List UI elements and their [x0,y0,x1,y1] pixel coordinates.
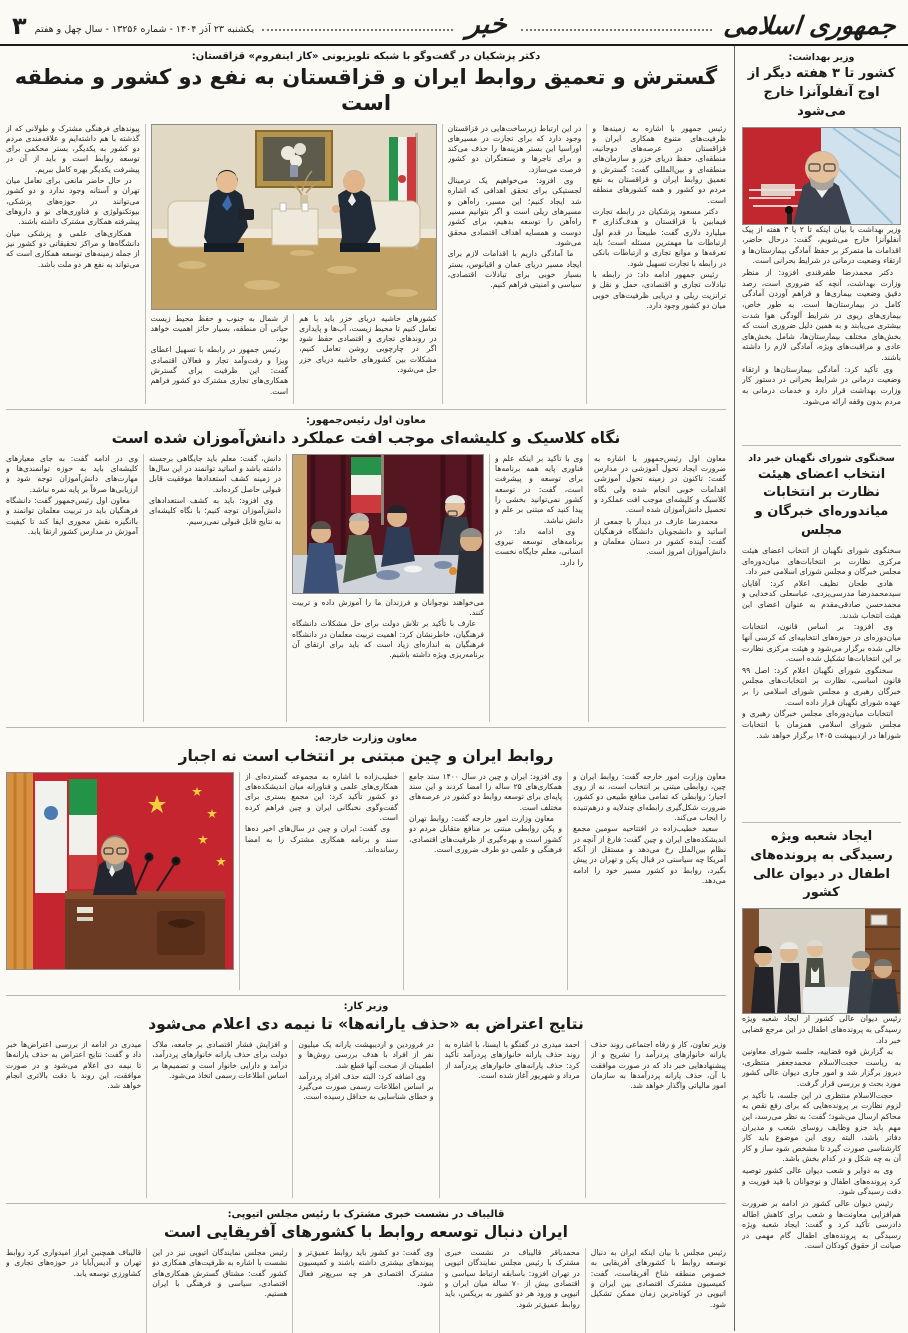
date-line: یکشنبه ۲۳ آذر ۱۴۰۴ - شماره ۱۳۲۵۶ - سال چهل و هفتم [34,24,255,35]
text-column: معاون اول رئیس‌جمهور با اشاره به ضرورت ایجاد تحول آموزشی در مدارس گفت: تاکنون در زمینه تحول آموزشی اقدامات خوبی انجام شده ولی نگاه کلاسیک و کلیشه‌ای موجب افت عملکرد و تحصیل دانش‌آموزان شده است. محمدرضا عارف در دیدار با جمعی از اساتید و دانشجویان دانشگاه فرهنگیان گفت: آینده کشور در دستان معلمان و دانش‌آموزان امروز است. [594,453,726,557]
headline: گسترش و تعمیق روابط ایران و قزاقستان به نفع دو کشور و منطقه است [14,65,718,116]
text-column: پیوندهای فرهنگی مشترک و طولانی که از گذشته با هم داشته‌ایم و علاقه‌مندی مردم دو کشور به یکدیگر، بستر محکمی برای توسعه روابط است و باید از آن در پیشرفت یکدیگر بهره کامل ببریم. در حال حاضر مانعی برای تعامل میان تهران و آستانه وجود ندارد و دو کشور می‌توانند در حوزه‌های پزشکی، بیوتکنولوژی و فناوری‌های نو و داروهای پیشرفته همکاری مشترک داشته باشند. همکاری‌های علمی و پزشکی میان دانشگاه‌ها و مراکز تحقیقاتی دو کشور نیز از جمله زمینه‌های توسعه همکاری است که می‌تواند به نفع هر دو ملت باشد. [6,124,146,404]
text-column: وی افزود: ایران و چین در سال ۱۴۰۰ سند جامع همکاری‌های ۲۵ ساله را امضا کردند و این سند پایه‌ای برای توسعه روابط دو کشور در عرصه‌های مختلف است. معاون وزارت امور خارجه گفت: روابط تهران و پکن روابطی مبتنی بر منافع متقابل مردم دو کشور است و بهره‌گیری از ظرفیت‌های اقتصادی، فرهنگی و علمی دو طرف ضروری است. [409,772,568,990]
headline: کشور تا ۳ هفته دیگر از اوج آنفلوآنزا خارج می‌شود [747,66,896,119]
text-column: رئیس جمهور با اشاره به زمینه‌ها و ظرفیت‌های متنوع همکاری ایران و قزاقستان در عرصه‌های دوجانبه، منطقه‌ای، حفظ دریای خزر و سازمان‌های منطقه‌ای و بین‌المللی گفت: گسترش و تعمیق روابط ایران و قزاقستان به نفع مردم دو کشور و همه کشورهای منطقه است. دکتر مسعود پزشکیان در رابطه تجارت فیمابین با قزاقستان و هدف‌گذاری ۳ میلیارد دلاری گفت: طبیعتاً در قدم اول ارتباطات ما مهمترین مسئله است؛ باید تعرفه‌ها و موانع تجاری و ارتباطات بانکی در رابطه با تجارت تسهیل شود. رئیس جمهور ادامه داد: در رابطه با تبادلات تجاری و اقتصادی، حمل و نقل و ترانزیت ریلی و دریایی ظرفیت‌های خوبی میان دو کشور وجود دارد. [592,123,726,310]
khatibzadeh-podium-photo [6,772,234,970]
text-column: وی گفت: دو کشور باید روابط عمیق‌تر و پیوندهای بیشتری داشته باشند و کمیسیون مشترک اقتصادی هر چه سریع‌تر فعال شود. [298,1248,439,1333]
section-label: خبر [465,9,509,40]
headline: ایجاد شعبه ویژه رسیدگی به پرونده‌های اطفال در دیوان عالی کشور [750,828,893,901]
kicker: قالیباف در نشست خبری مشترک با رئیس مجلس اتیوپی: [227,1208,505,1220]
text-column: در فروردین و اردیبهشت یارانه یک میلیون نفر از افراد با هدف بررسی روش‌ها و اطمینان از صحت آنها قطع شد. وی اضافه کرد: البته حذف افراد پردرآمد بر اساس اطلاعات رسمی صورت می‌گیرد و خطای شناسایی به حداقل رسیده است. [298,1040,439,1198]
article-education [6,409,726,722]
kicker: سخنگوی شورای نگهبان خبر داد [748,452,895,464]
text-column: از شمال به جنوب و حفظ محیط زیست حیاتی آن منطقه، بسیار حائز اهمیت خواهد بود. رئیس جمهور در رابطه با تسهیل اعطای ویزا و رفت‌وآمد تجار و فعالان اقتصادی گفت: این ظرفیت برای گسترش همکاری‌های تجاری مشترک دو کشور فراهم است. [151,314,295,404]
podium [65,891,225,969]
headline: انتخاب اعضای هیئت نظارت بر انتخابات میاندوره‌ای خبرگان و مجلس [754,466,889,539]
microphone-icon [785,206,793,214]
text-column: خطیب‌زاده با اشاره به مجموعه گسترده‌ای از همکاری‌های علمی و فناورانه میان اندیشکده‌های دو کشور تأکید کرد: این مجمع بستری برای گفت‌وگوی نخبگانی ایران و چین فراهم کرده است. وی گفت: ایران و چین در سال‌های اخیر ده‌ها سند و برنامه همکاری مشترک را به امضا رسانده‌اند. [245,772,404,990]
page-number: ۳ [12,12,27,40]
text-column: معاون وزارت امور خارجه گفت: روابط ایران و چین، روابطی مبتنی بر انتخاب است، نه از روی اجبار؛ روابطی که تمامی منافع طبیعی دو کشور، ضرورت شکل‌گیری رابطه‌ای چندلایه و درهم‌تنیده را ایجاب می‌کند. سعید خطیب‌زاده در افتتاحیه سومین مجمع اندیشکده‌های ایران و چین گفت: فارغ از آنچه در نظام بین‌الملل رخ می‌دهد و مستقل از آنکه آمریکا چه سیاستی در قبال پکن و تهران در پیش بگیرد، روابط دو کشور مسیر خود را ادامه می‌دهد. [573,771,726,885]
text-column: وی در ادامه گفت: به جای معیارهای کلیشه‌ای باید به حوزه توانمندی‌ها و مهارت‌های دانش‌آموزان توجه شود و ارزیابی‌ها صرفاً بر پایه نمره نباشد. معاون اول رئیس‌جمهور گفت: دانشگاه فرهنگیان باید در تربیت معلمان توانمند و باانگیزه نقش محوری ایفا کند تا کیفیت آموزش در مدارس کشور ارتقا یابد. [6,454,144,722]
kicker: معاون وزارت خارجه: [314,732,418,744]
gold-carpet [152,238,436,309]
text-column: کشورهای حاشیه دریای خزر باید با هم تعامل کنیم تا محیط زیست، آب‌ها و پایداری در روندهای تجاری و اقتصادی حفظ شود اگر در چارچوبی روشن تعامل کنیم، مشکلات بین کشورهای حاشیه دریای خزر حل می‌شود. [299,313,437,375]
kicker: معاون اول رئیس‌جمهور: [306,414,426,426]
iran-flag-icon [69,779,97,889]
kicker: وزیر بهداشت: [788,52,855,63]
health-minister-photo [742,127,901,225]
text-column: و افزایش فشار اقتصادی بر جامعه، ملاک دولت برای حذف یارانه خانوارهای پردرآمد، درآمد و دارایی خانوار است و تصمیم‌ها بر اساس اطلاعات رسمی اتخاذ می‌شود. [152,1040,293,1198]
text-column: احمد میدری در گفتگو با ایسنا، با اشاره به روند حذف یارانه خانوارهای پردرآمد تأکید کرد: حذف یارانه‌های خانوارهای پردرآمد از مرداد و شهریور آغاز شده است. [445,1040,586,1198]
sidebar [734,46,908,1331]
article-kazakhstan [6,51,726,404]
white-flag [35,781,67,893]
article-subsidies [6,995,726,1198]
article-guardian-council [742,445,901,814]
kicker: دکتر پزشکیان در گفت‌وگو با شبکه تلویزیونی «کاز اینفروم» قزاقستان: [191,51,541,62]
dotted-leader [521,29,712,31]
kazinform-interview-photo [151,124,437,310]
article-body: وزیر بهداشت با بیان اینکه تا ۲ یا ۳ هفته از پیک آنفلوآنزا خارج می‌شویم، گفت: درحال حاضر، اقدامات ما متمرکز بر حفظ آمادگی بیمارستان‌ها و ارتقاء وضعیت درمانی در شرایط بحرانی است. دکتر محمدرضا ظفرقندی افزود: از منظر وزارت بهداشت، آنچه که ضروری است، رصد دقیق وضعیت بیماری‌ها و فراهم آوردن آمادگی کامل در بیمارستان‌ها است. به طور خاص، بیماری‌های ریوی در شرایط آلودگی هوا شدت بیشتری می‌یابند و به همین دلیل ضروری است که بخش‌های مختلف بیمارستان‌ها، شامل بخش‌های عادی و مراقبت‌های ویژه، آمادگی لازم را داشته باشند. وی تأکید کرد: آمادگی بیمارستان‌ها و ارتقاء وضعیت درمانی در شرایط بحرانی در دستور کار وزارت بهداشت قرار دارد و خدمات درمانی به مردم بدون وقفه ارائه می‌شود. [742,224,901,406]
article-africa [6,1203,726,1333]
article-supreme-court [742,822,901,1333]
text-column: وزیر تعاون، کار و رفاه اجتماعی روند حذف یارانه خانوارهای پردرآمد را تشریح و از پیشنهادهایی خبر داد که در صورت موافقت با آن، حذف یارانه پردرآمدها به سازمان امور مالیاتی واگذار خواهد شد. [590,1039,726,1091]
headline: نگاه کلاسیک و کلیشه‌ای موجب افت عملکرد دانش‌آموزان شده است [111,428,621,447]
main-column [0,46,734,1331]
headline: ایران دنبال توسعه روابط با کشورهای آفریقایی است [164,1222,568,1241]
aref-meeting-photo [292,454,484,594]
article-china [6,727,726,990]
text-column: در این ارتباط زیرساخت‌هایی در قزاقستان وجود دارد که برای تجارت در مسیرهای اوراسیا این بستر هزینه‌ها را حذف می‌کند و برای تاجرها و صنعتگران دو کشور فرصت می‌سازد. وی افزود: می‌خواهیم یک ترمینال لجستیکی برای تحقق اهدافی که اشاره شد ایجاد کنیم؛ این مسیر، راه‌آهن و مسیرهای ریلی است و اگر بتوانیم مسیر راه‌آهن را توسعه بدهیم، برای کشور دوست و همسایه اهداف اقتصادی محقق می‌شود. ما آمادگی داریم با اقدامات لازم برای ایجاد مسیر دریای عمان و اقیانوس، بستر بسیار خوبی برای تبادلات اقتصادی، سیاسی و امنیتی فراهم کنیم. [448,124,588,404]
text-column: رئیس مجلس نمایندگان اتیوپی نیز در این نشست با اشاره به ظرفیت‌های همکاری دو کشور گفت: مشتاق گسترش همکاری‌های اقتصادی، سیاسی و فرهنگی با ایران هستیم. [152,1248,293,1333]
text-column: دانش، گفت: معلم باید جایگاهی برجسته داشته باشد و اساتید توانمند در این سال‌ها در زمینه کشف استعدادها موفقیت قابل قبولی حاصل کرده‌اند. وی افزود: باید به کشف استعدادهای دانش‌آموزان توجه کنیم؛ با نگاه کلیشه‌ای به نتایج قابل قبولی نمی‌رسیم. [149,454,287,722]
page-header [0,0,908,46]
article-body: رئیس دیوان عالی کشور از ایجاد شعبه ویژه رسیدگی به پرونده‌های اطفال در این مرجع قضایی خبر داد. به گزارش قوه قضاییه، جلسه شورای معاونین به ریاست حجت‌الاسلام محمدجعفر منتظری، دیروز برگزار شد و امور جاری دیوان عالی کشور مورد بحث و بررسی قرار گرفت. حجت‌الاسلام منتظری در این جلسه، با تأکید بر لزوم نظارت بر پرونده‌هایی که برای رفع نقص به محاکم ارسال می‌شود؛ گفت: به نظر می‌رسد، این مهم باید جزو وظایف روسای شعب و مدیران دفاتر باشد، البته روی این موضوع باید کار کارشناسی صورت گیرد تا مشخص شود ساز و کار آن به چه شکل و در کدام بخش باشد. وی به دوایر و شعب دیوان عالی کشور توصیه کرد پرونده‌های اطفال و نوجوانان با قید فوریت و دقت رسیدگی شود. رئیس دیوان عالی کشور در ادامه بر ضرورت هم‌افزایی معاونت‌ها و شعب برای کاهش اطاله دادرسی تأکید کرد و گفت: ایجاد شعبه ویژه رسیدگی به پرونده‌های اطفال گام مهمی در صیانت از حقوق کودکان است. [742,1014,901,1251]
article-body: سخنگوی شورای نگهبان از انتخاب اعضای هیئت مرکزی نظارت بر انتخابات‌های میان‌دوره‌ای مجلس خبرگان و مجلس شورای اسلامی خبر داد. هادی طحان نظیف اعلام کرد: آقایان سیدمحمدرضا مدرسی‌یزدی، عباسعلی کدخدایی و محمدحسن صادقی‌مقدم به عنوان اعضای این هیئت انتخاب شدند. وی افزود: بر اساس قانون، انتخابات میان‌دوره‌ای در حوزه‌های انتخابیه‌ای که کرسی آنها خالی شده برگزار می‌شود و هیئت مرکزی نظارت بر این انتخابات‌ها تشکیل شده است. سخنگوی شورای نگهبان اعلام کرد: اصل ۹۹ قانون اساسی، نظارت بر انتخابات‌های مجلس خبرگان رهبری و مجلس شورای اسلامی را بر عهده شورای نگهبان قرار داده است. انتخابات میان‌دوره‌ای مجلس خبرگان رهبری و مجلس شورای اسلامی همزمان با انتخابات شوراها در اردیبهشت ۱۴۰۵ برگزار خواهد شد. [742,545,901,740]
framed-painting [256,131,332,187]
side-table [272,209,318,245]
kicker: وزیر کار: [343,1000,389,1012]
text-column: محمدباقر قالیباف در نشست خبری مشترک با رئیس مجلس نمایندگان اتیوپی در تهران افزود: باسابقه ارتباط سیاسی و اقتصادی بیش از ۷۰ ساله میان ایران و اتیوپی و ورود هر دو کشور به بریکس، باید روابط عمیق‌تر شود. [445,1248,586,1333]
supreme-court-meeting-photo [742,908,901,1014]
article-flu [742,52,901,437]
text-column: وی با تأکید بر اینکه علم و فناوری پایه همه برنامه‌ها برای توسعه و پیشرفت است، گفت: در توسعه کشور نمی‌توانید بخشی را پیدا کنید که مبتنی بر علم و دانش نباشد. وی ادامه داد: در برنامه‌های توسعه نیروی انسانی، معلم جایگاه نخست را دارد. [495,454,589,722]
text-column: رئیس مجلس با بیان اینکه ایران به دنبال توسعه روابط با کشورهای آفریقایی به خصوص منطقه شاخ آفریقاست، گفت: کمیسیون مشترک اقتصادی بین ایران و اتیوپی در کوتاه‌ترین زمان ممکن تشکیل شود. [590,1248,726,1309]
text-column: میدری در ادامه از بررسی اعتراض‌ها خبر داد و گفت: نتایج اعتراض به حذف یارانه‌ها تا نیمه دی اعلام می‌شود و در صورت موافقت، این روند با دقت بالاتری انجام خواهد شد. [6,1040,147,1198]
headline: روابط ایران و چین مبتنی بر انتخاب است نه اجبار [178,746,554,765]
text-column: قالیباف همچنین ابراز امیدواری کرد روابط تهران و آدیس‌آبابا در حوزه‌های تجاری و کشاورزی توسعه یابد. [6,1248,147,1333]
dotted-leader [262,29,453,31]
paper-name: جمهوری اسلامی [722,11,898,40]
text-column: می‌خواهند نوجوانان و فرزندان ما را آموزش داده و تربیت کنند. عارف با تأکید بر تلاش دولت برای حل مشکلات دانشگاه فرهنگیان، خاطرنشان کرد: اهمیت تربیت معلمان در دانشگاه فرهنگیان به اندازه‌ای زیاد است که باید برای ارتقای آن برنامه‌ریزی ویژه داشته باشیم. [292,597,484,660]
headline: نتایج اعتراض به «حذف یارانه‌ها» تا نیمه دی اعلام می‌شود [148,1014,584,1033]
